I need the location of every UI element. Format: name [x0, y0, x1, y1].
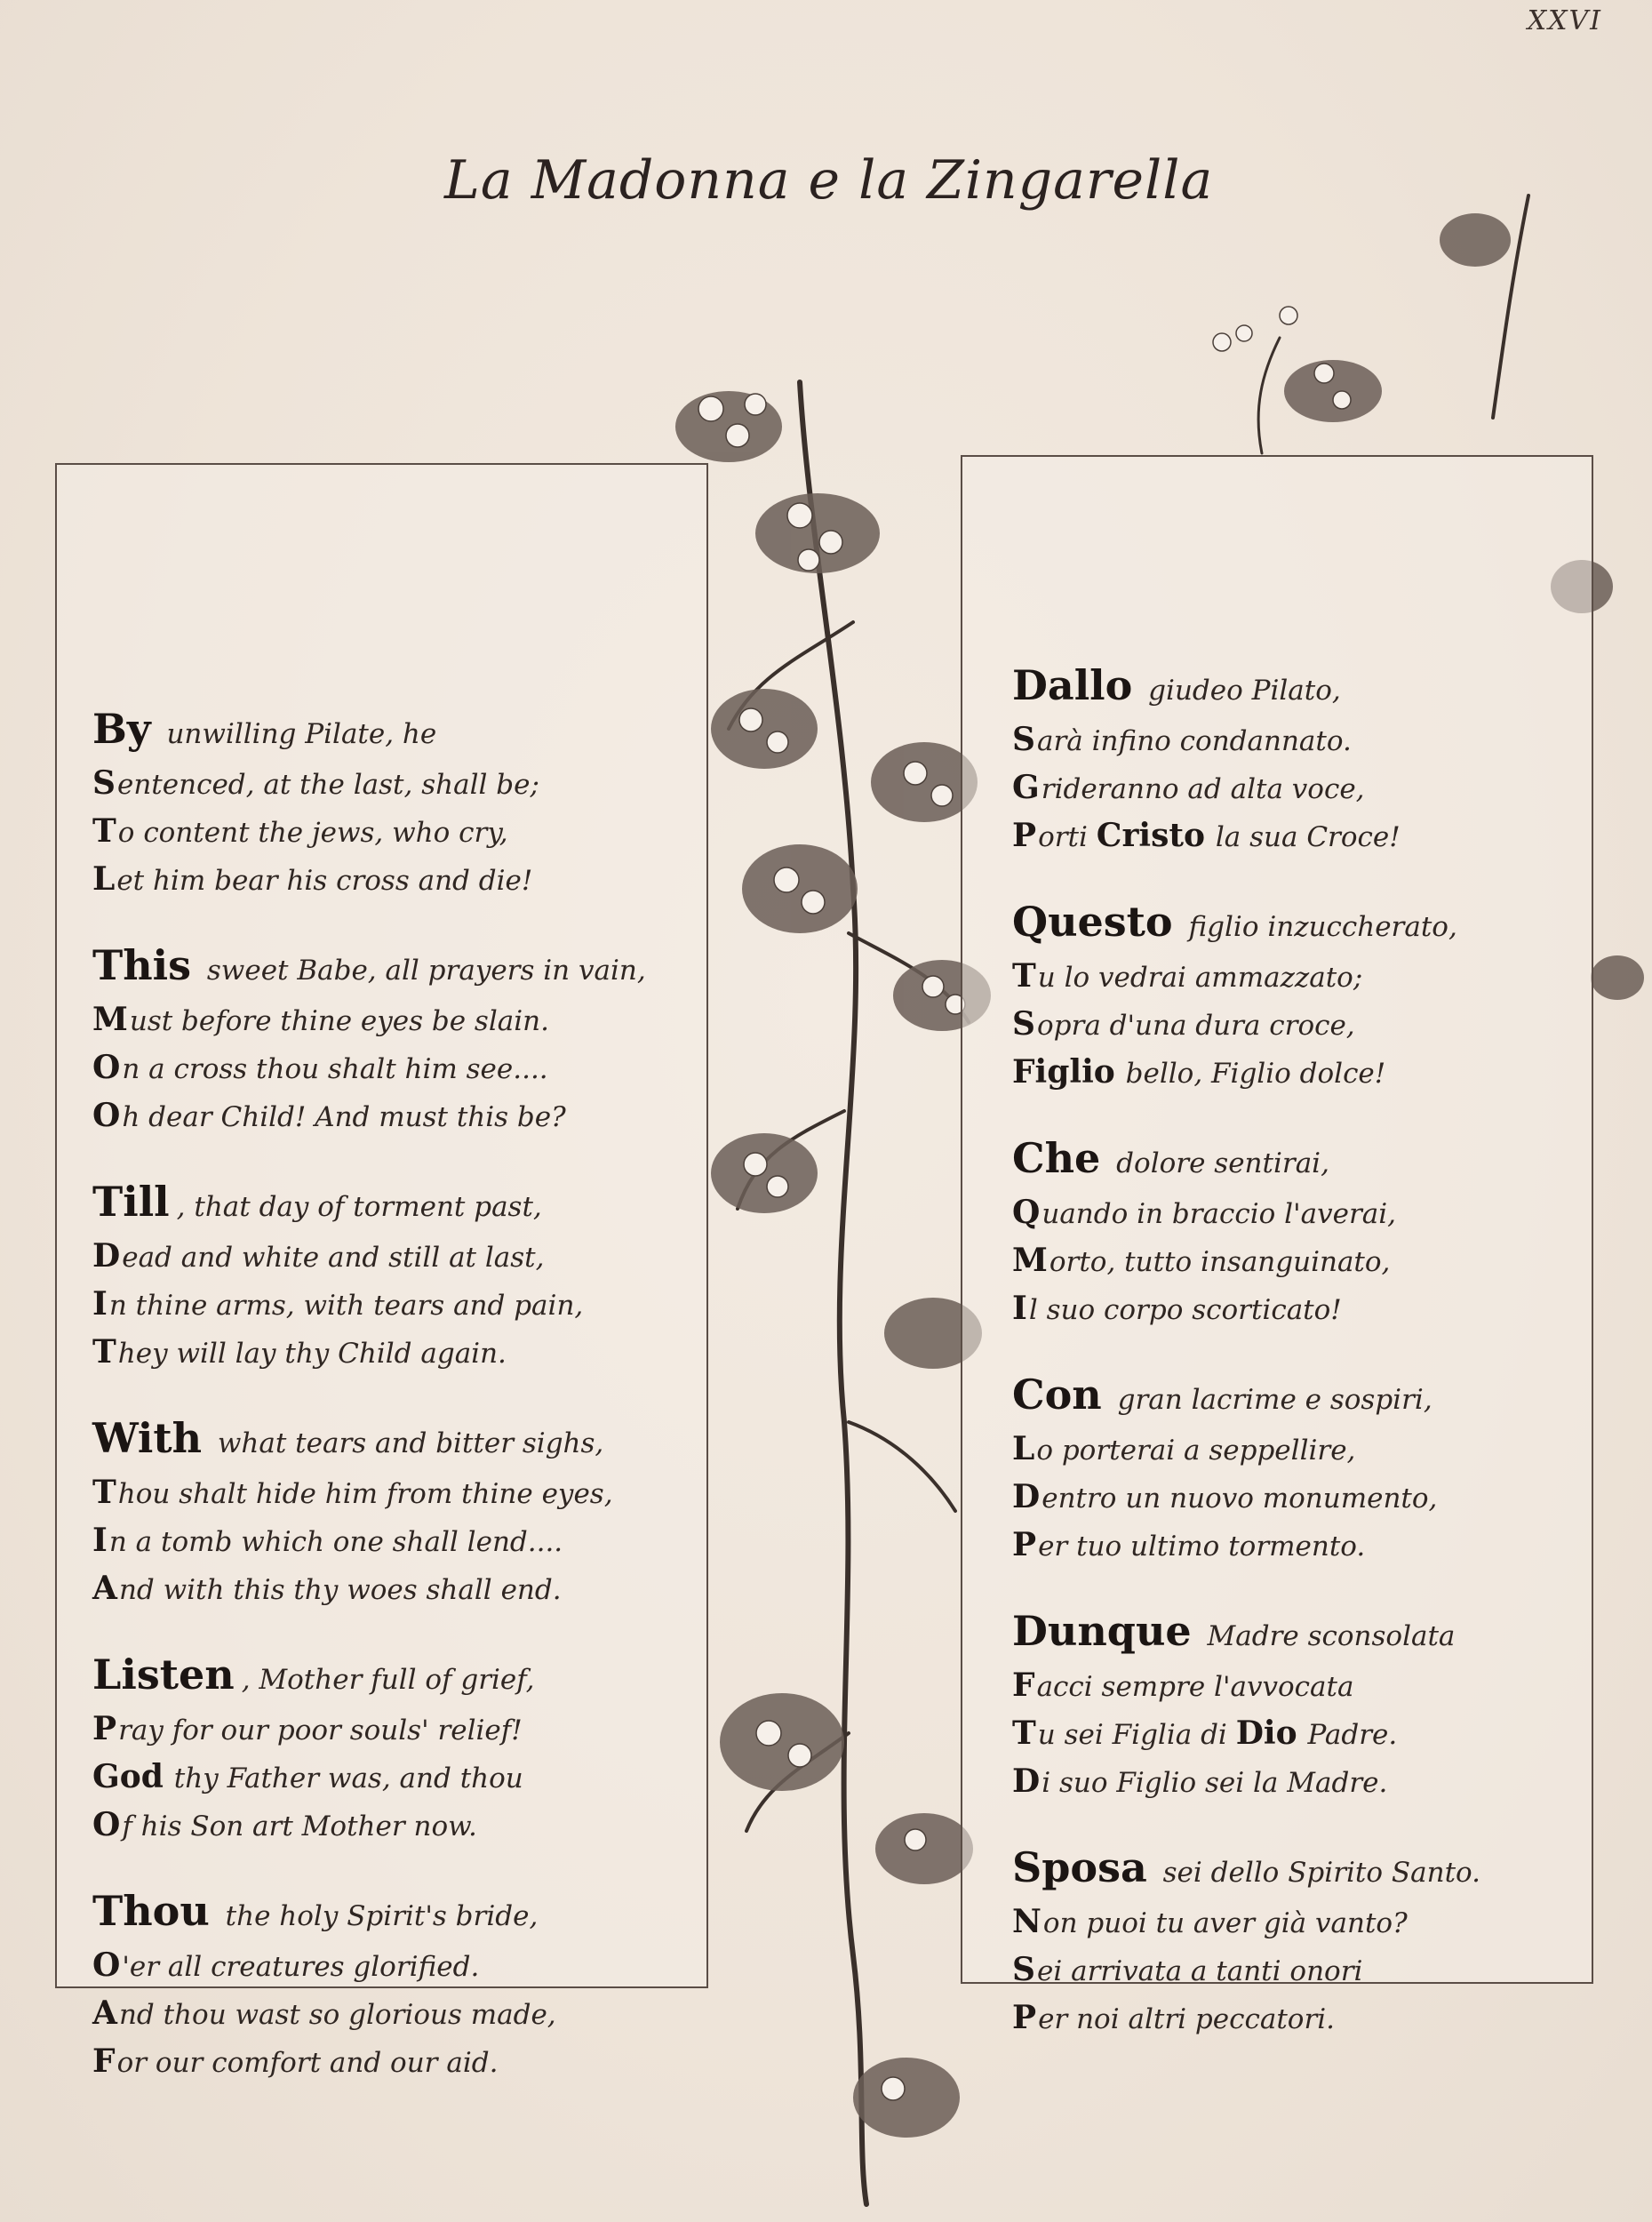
verse-line [1012, 1898, 1480, 1946]
verse-line [92, 1754, 646, 1802]
line-text: unwilling Pilate, he [157, 718, 437, 750]
line-initial: S [92, 764, 116, 802]
line-text: gran lacrime e sospiri, [1108, 1384, 1433, 1416]
line-initial: O [92, 1097, 121, 1134]
line-text: figlio inzuccherato, [1179, 911, 1457, 943]
line-text: the holy Spirit's bride, [216, 1900, 539, 1932]
line-initial: M [92, 1001, 128, 1038]
line-initial: O [92, 1806, 121, 1843]
stanza [92, 1412, 646, 1613]
stanza [92, 939, 646, 1140]
line-text: or our comfort and our aid. [116, 2047, 499, 2079]
line-text: ust before thine eyes be slain. [129, 1005, 549, 1037]
stanza [92, 703, 646, 904]
stanza [1012, 1605, 1480, 1806]
line-text: on puoi tu aver già vanto? [1042, 1907, 1408, 1939]
stanza [1012, 1842, 1480, 2042]
line-text: et him bear his cross and die! [116, 865, 533, 897]
verse-line [92, 1469, 646, 1517]
line-initial: A [92, 1570, 117, 1607]
line-initial: D [1012, 1762, 1041, 1800]
line-initial: T [92, 1333, 116, 1371]
stanza [92, 1885, 646, 2086]
line-initial: Figlio [1012, 1053, 1115, 1091]
line-initial: S [1012, 1005, 1035, 1043]
line-text: nd with this thy woes shall end. [118, 1574, 562, 1606]
stanza-lead-word: By [92, 705, 151, 753]
line-initial: P [1012, 1999, 1037, 2036]
stanza [92, 1176, 646, 1377]
verse-line [92, 703, 646, 760]
verse-line [92, 1649, 646, 1706]
line-text: uando in braccio l'averai, [1041, 1198, 1397, 1230]
line-text: sei dello Spirito Santo. [1153, 1857, 1481, 1889]
stanza [1012, 659, 1480, 860]
line-initial: O [92, 1049, 121, 1086]
verse-line [1012, 1946, 1480, 1994]
stanza-lead-word: Sposa [1012, 1843, 1147, 1891]
line-text: orti [1038, 821, 1097, 853]
line-initial: I [1012, 1290, 1027, 1327]
stanza [1012, 1132, 1480, 1333]
stanza-lead-word: Thou [92, 1887, 210, 1935]
verse-line [1012, 1474, 1480, 1522]
verse-line [92, 1092, 646, 1140]
verse-line [92, 939, 646, 996]
line-text: hey will lay thy Child again. [117, 1338, 507, 1370]
stanza [92, 1649, 646, 1850]
line-text: l suo corpo scorticato! [1028, 1294, 1342, 1326]
verse-line [1012, 659, 1480, 716]
line-text: giudeo Pilato, [1139, 675, 1341, 707]
verse-line [1012, 1994, 1480, 2042]
verse-line [92, 996, 646, 1044]
line-text: ead and white and still at last, [122, 1242, 545, 1274]
line-text: orto, tutto insanguinato, [1049, 1246, 1391, 1278]
line-initial: P [1012, 1526, 1037, 1563]
line-text: n thine arms, with tears and pain, [108, 1290, 584, 1322]
verse-line [92, 1329, 646, 1377]
line-text: h dear Child! And must this be? [122, 1101, 566, 1133]
line-initial: L [92, 860, 116, 898]
verse-line [92, 856, 646, 904]
line-initial: D [1012, 1478, 1041, 1515]
line-initial: N [1012, 1903, 1041, 1940]
emphasized-word: Dio [1235, 1714, 1297, 1752]
line-text: acci sempre l'avvocata [1036, 1671, 1354, 1703]
line-text: Madre sconsolata [1198, 1620, 1456, 1652]
emphasized-word: Cristo [1096, 817, 1205, 854]
verse-line [92, 1412, 646, 1469]
stanza-lead-word: Till [92, 1178, 170, 1226]
verse-line [1012, 1842, 1480, 1898]
line-initial: A [92, 1994, 117, 2032]
line-text: o porterai a seppellire, [1036, 1435, 1356, 1467]
verse-line [92, 808, 646, 856]
verse-line [92, 760, 646, 808]
verse-line [92, 1990, 646, 2038]
verse-line [1012, 716, 1480, 764]
plate-number: XXVI [1527, 5, 1602, 36]
line-initial: T [92, 812, 116, 850]
verse-line [92, 1942, 646, 1990]
line-initial: God [92, 1758, 164, 1795]
line-text: entro un nuovo monumento, [1041, 1483, 1438, 1515]
english-verse-panel [55, 463, 708, 2080]
stanza-lead-word: Che [1012, 1134, 1101, 1182]
verse-line [92, 1565, 646, 1613]
line-initial: S [1012, 721, 1035, 758]
line-text: u lo vedrai ammazzato; [1037, 962, 1363, 994]
stanza-lead-word: Questo [1012, 898, 1173, 946]
line-text: er tuo ultimo tormento. [1038, 1531, 1366, 1563]
line-text: i suo Figlio sei la Madre. [1041, 1767, 1388, 1799]
stanza-lead-word: Dunque [1012, 1607, 1192, 1655]
line-text: ray for our poor souls' relief! [118, 1714, 523, 1746]
line-text: hou shalt hide him from thine eyes, [117, 1478, 613, 1510]
line-text: entenced, at the last, shall be; [117, 769, 539, 801]
italian-stanzas [1012, 659, 1480, 2078]
verse-line [1012, 1758, 1480, 1806]
verse-line [1012, 1001, 1480, 1049]
verse-line [92, 2038, 646, 2086]
verse-line [92, 1176, 646, 1233]
line-text: nd thou wast so glorious made, [118, 1999, 556, 2031]
line-initial: P [92, 1710, 117, 1747]
stanza [1012, 896, 1480, 1097]
verse-line [92, 1233, 646, 1281]
line-text: , that day of torment past, [176, 1191, 542, 1223]
line-initial: O [92, 1946, 121, 1984]
stanza-lead-word: Dallo [1012, 661, 1133, 709]
line-initial: F [1012, 1666, 1035, 1704]
line-text: thy Father was, and thou [164, 1762, 523, 1794]
line-text: dolore sentirai, [1107, 1147, 1329, 1179]
line-text: rideranno ad alta voce, [1041, 773, 1365, 805]
line-text: arà infino condannato. [1037, 725, 1352, 757]
verse-line [1012, 1662, 1480, 1710]
line-text: o content the jews, who cry, [117, 817, 508, 849]
line-text: er noi altri peccatori. [1038, 2003, 1336, 2035]
stanza [1012, 1369, 1480, 1570]
english-stanzas [92, 703, 646, 2122]
line-text: , Mother full of grief, [241, 1664, 535, 1696]
line-text: n a tomb which one shall lend.... [108, 1526, 563, 1558]
verse-line [1012, 1522, 1480, 1570]
verse-line [92, 1885, 646, 1942]
verse-line [1012, 1426, 1480, 1474]
line-text: bello, Figlio dolce! [1116, 1058, 1386, 1090]
page-title: La Madonna e la Zingarella [444, 149, 1214, 212]
line-text: f his Son art Mother now. [122, 1810, 477, 1842]
verse-line [1012, 764, 1480, 812]
verse-line [1012, 896, 1480, 953]
line-text-after: la sua Croce! [1207, 821, 1401, 853]
stanza-lead-word: Con [1012, 1371, 1102, 1419]
stanza-lead-word: Listen [92, 1651, 235, 1698]
stanza-lead-word: This [92, 941, 192, 989]
line-initial: Q [1012, 1194, 1041, 1231]
line-initial: I [92, 1522, 108, 1559]
verse-line [92, 1517, 646, 1565]
verse-line [1012, 1369, 1480, 1426]
verse-line [1012, 1605, 1480, 1662]
line-initial: I [92, 1285, 108, 1323]
line-initial: P [1012, 817, 1037, 854]
verse-line [1012, 1285, 1480, 1333]
line-text: sweet Babe, all prayers in vain, [198, 955, 646, 987]
line-initial: T [92, 1474, 116, 1511]
line-text: ei arrivata a tanti onori [1037, 1955, 1363, 1987]
verse-line [92, 1706, 646, 1754]
line-text: what tears and bitter sighs, [209, 1427, 604, 1459]
line-initial: G [1012, 769, 1040, 806]
verse-line [1012, 1237, 1480, 1285]
line-initial: D [92, 1237, 121, 1275]
line-text: n a cross thou shalt him see.... [122, 1053, 548, 1085]
verse-line [92, 1802, 646, 1850]
verse-line [1012, 1189, 1480, 1237]
line-initial: L [1012, 1430, 1035, 1467]
verse-line [1012, 812, 1480, 860]
stanza-lead-word: With [92, 1414, 203, 1462]
line-text-after: Padre. [1298, 1719, 1398, 1751]
verse-line [1012, 1132, 1480, 1189]
line-text: opra d'una dura croce, [1037, 1010, 1355, 1042]
line-text: u sei Figlia di [1037, 1719, 1236, 1751]
verse-line [1012, 953, 1480, 1001]
line-initial: T [1012, 1714, 1036, 1752]
verse-line [1012, 1049, 1480, 1097]
italian-verse-panel [961, 455, 1593, 2036]
verse-line [92, 1044, 646, 1092]
line-initial: T [1012, 957, 1036, 995]
line-initial: M [1012, 1242, 1048, 1279]
verse-line [92, 1281, 646, 1329]
line-text: 'er all creatures glorified. [122, 1951, 480, 1983]
verse-line [1012, 1710, 1480, 1758]
line-initial: F [92, 2042, 116, 2080]
line-initial: S [1012, 1951, 1035, 1988]
